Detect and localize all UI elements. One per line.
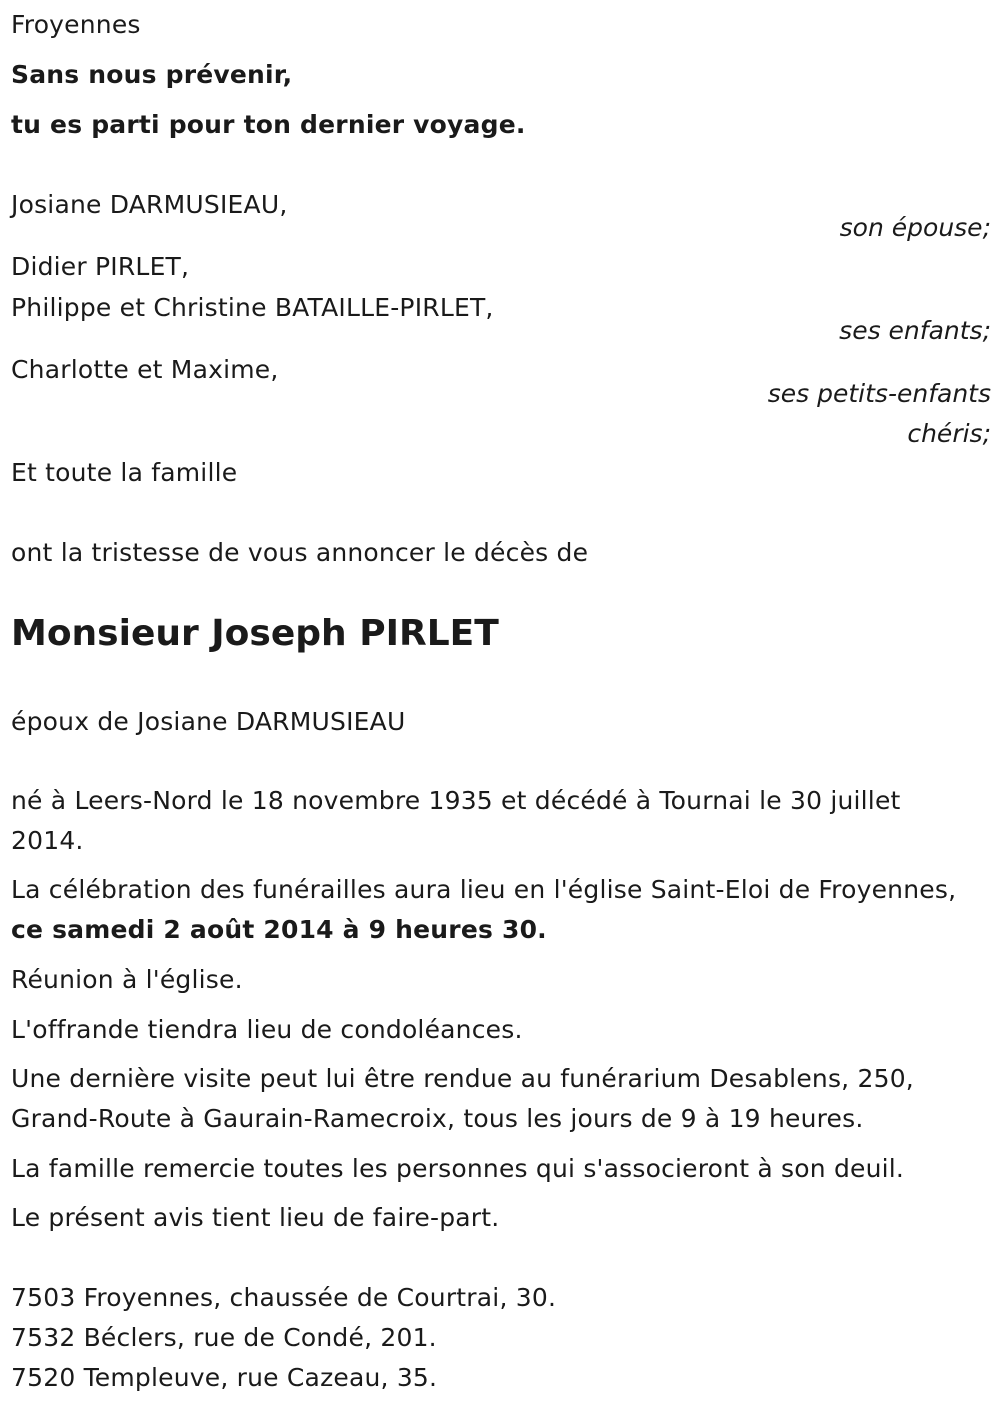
verse-line-1: Sans nous prévenir,	[11, 60, 293, 89]
notice-line: Le présent avis tient lieu de faire-part.	[11, 1203, 500, 1232]
offering-info: L'offrande tiendra lieu de condoléances.	[11, 1015, 523, 1044]
verse-line-2: tu es parti pour ton dernier voyage.	[11, 110, 526, 139]
child-2-name: Philippe et Christine BATAILLE-PIRLET,	[11, 293, 494, 322]
grandchildren-names: Charlotte et Maxime,	[11, 355, 279, 384]
visit-line-2: Grand-Route à Gaurain-Ramecroix, tous les jours de 9 à 19 heures.	[11, 1104, 864, 1133]
birth-death-line-1: né à Leers-Nord le 18 novembre 1935 et décédé à Tournai le 30 juillet	[11, 786, 901, 815]
visit-line-1: Une dernière visite peut lui être rendue au funérarium Desablens, 250,	[11, 1064, 914, 1093]
announcement-intro: ont la tristesse de vous annoncer le décès de	[11, 538, 589, 567]
grandchildren-role-line-2: chéris;	[907, 419, 991, 448]
deceased-name: Monsieur Joseph PIRLET	[11, 613, 499, 654]
grandchildren-role-line-1: ses petits-enfants	[767, 379, 991, 408]
spouse-role: son épouse;	[839, 213, 991, 242]
birth-death-line-2: 2014.	[11, 826, 84, 855]
town-heading: Froyennes	[11, 10, 141, 39]
thanks-line: La famille remercie toutes les personnes qui s'associeront à son deuil.	[11, 1154, 905, 1183]
children-role: ses enfants;	[839, 316, 991, 345]
spouse-of: époux de Josiane DARMUSIEAU	[11, 707, 406, 736]
address-1: 7503 Froyennes, chaussée de Courtrai, 30.	[11, 1283, 557, 1312]
spouse-name: Josiane DARMUSIEAU,	[11, 190, 288, 219]
funeral-date-time: ce samedi 2 août 2014 à 9 heures 30.	[11, 915, 547, 944]
address-2: 7532 Béclers, rue de Condé, 201.	[11, 1323, 437, 1352]
child-1-name: Didier PIRLET,	[11, 252, 190, 281]
obituary-notice	[11, 0, 991, 1414]
meeting-info: Réunion à l'église.	[11, 965, 243, 994]
funeral-line-1: La célébration des funérailles aura lieu en l'église Saint-Eloi de Froyennes,	[11, 875, 957, 904]
address-3: 7520 Templeuve, rue Cazeau, 35.	[11, 1363, 438, 1392]
rest-of-family: Et toute la famille	[11, 458, 238, 487]
